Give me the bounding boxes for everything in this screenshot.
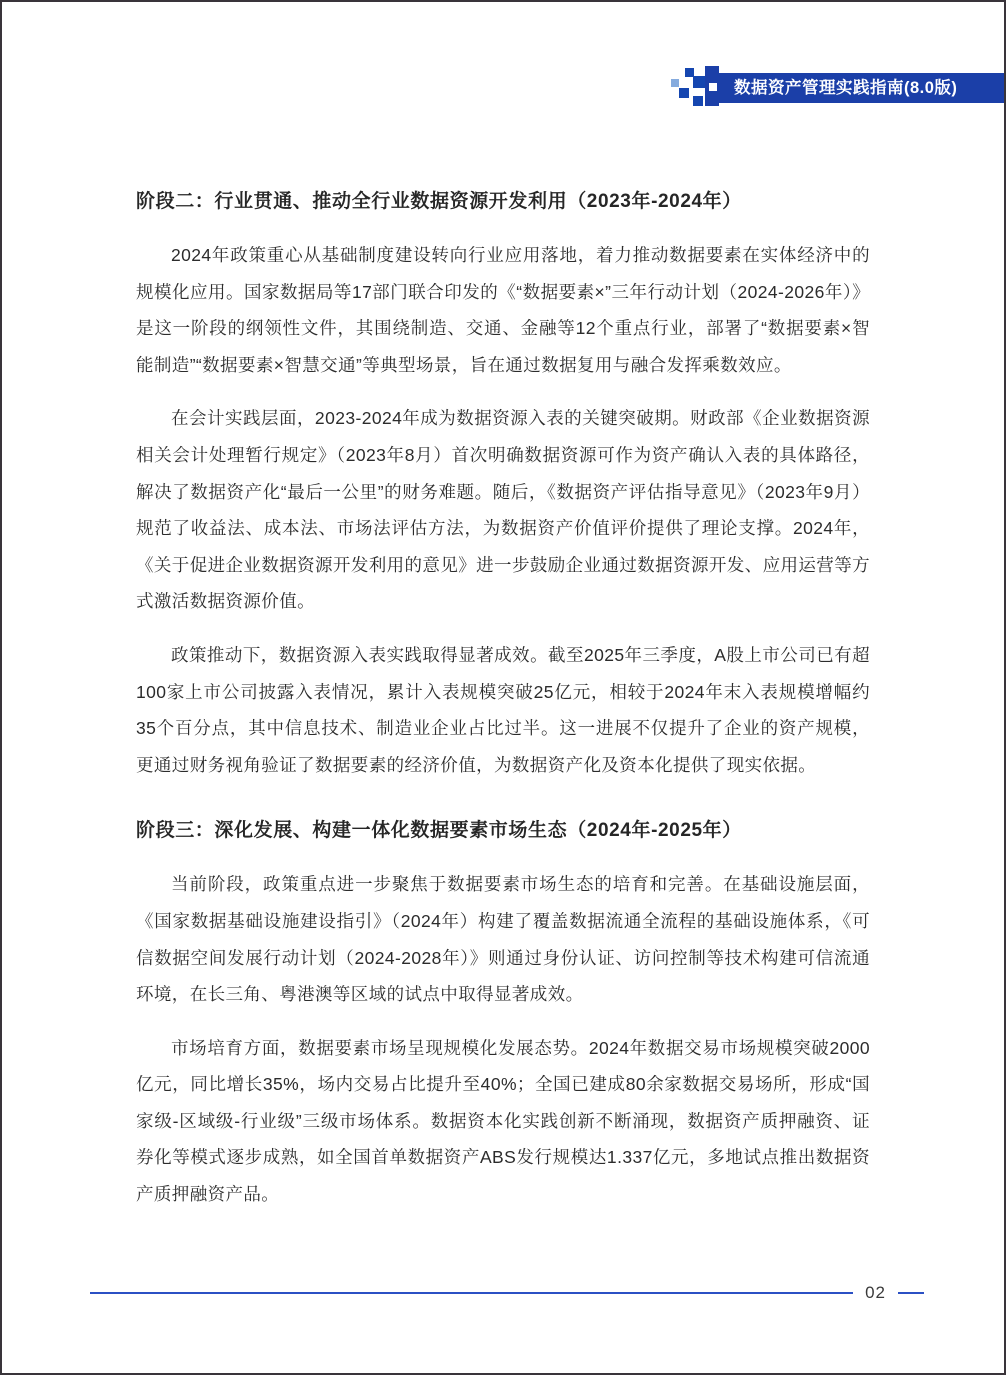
section-heading-stage3: 阶段三：深化发展、构建一体化数据要素市场生态（2024年-2025年）	[136, 820, 742, 842]
paragraph: 政策推动下，数据资源入表实践取得显著成效。截至2025年三季度，A股上市公司已有超100家上市公司披露入表情况，累计入表规模突破25亿元，相较于2024年末入表规模增幅约35个百分点，其中信息技术、制造业企业占比过半。这一进展不仅提升了企业的资产规模，更通过财务视角验证了数据要素的经济价值，为数据资产化及资本化提供了现实依据。	[136, 644, 870, 775]
pixel-mosaic-icon	[671, 66, 719, 110]
section-heading-stage2: 阶段二：行业贯通、推动全行业数据资源开发利用（2023年-2024年）	[136, 191, 742, 212]
footer-rule	[90, 1292, 853, 1294]
paragraph: 当前阶段，政策重点进一步聚焦于数据要素市场生态的培育和完善。在基础设施层面，《国家数据基础设施建设指引》（2024年）构建了覆盖数据流通全流程的基础设施体系，《可信数据空间发展行动计划（2024-2028年）》则通过身份认证、访问控制等技术构建可信流通环境，在长三角、粤港澳等区域的试点中取得显著成效。	[136, 874, 870, 1005]
footer-rule-short	[898, 1292, 924, 1294]
paragraph: 2024年政策重心从基础制度建设转向行业应用落地，着力推动数据要素在实体经济中的规模化应用。国家数据局等17部门联合印发的《“数据要素×”三年行动计划（2024-2026年）》是这一阶段的纲领性文件，其围绕制造、交通、金融等12个重点行业，部署了“数据要素×智能制造”“数据要素×智慧交通”等典型场景，旨在通过数据复用与融合发挥乘数效应。	[136, 245, 870, 375]
page-header	[671, 66, 1004, 110]
paragraph: 市场培育方面，数据要素市场呈现规模化发展态势。2024年数据交易市场规模突破2000亿元，同比增长35%，场内交易占比提升至40%；全国已建成80余家数据交易场所，形成“国家级-区域级-行业级”三级市场体系。数据资本化实践创新不断涌现，数据资产质押融资、证券化等模式逐步成熟，如全国首单数据资产ABS发行规模达1.337亿元，多地试点推出数据资产质押融资产品。	[136, 1037, 870, 1205]
page-footer	[90, 1283, 924, 1303]
header-banner-title: 数据资产管理实践指南(8.0版)	[718, 73, 1004, 103]
page-number: 02	[865, 1283, 886, 1302]
page-content	[136, 186, 870, 1230]
paragraph: 在会计实践层面，2023-2024年成为数据资源入表的关键突破期。财政部《企业数据资源相关会计处理暂行规定》（2023年8月）首次明确数据资源可作为资产确认入表的具体路径，解决了数据资产化“最后一公里”的财务难题。随后，《数据资产评估指导意见》（2023年9月）规范了收益法、成本法、市场法评估方法，为数据资产价值评价提供了理论支撑。2024年，《关于促进企业数据资源开发利用的意见》进一步鼓励企业通过数据资源开发、应用运营等方式激活数据资源价值。	[136, 408, 870, 612]
